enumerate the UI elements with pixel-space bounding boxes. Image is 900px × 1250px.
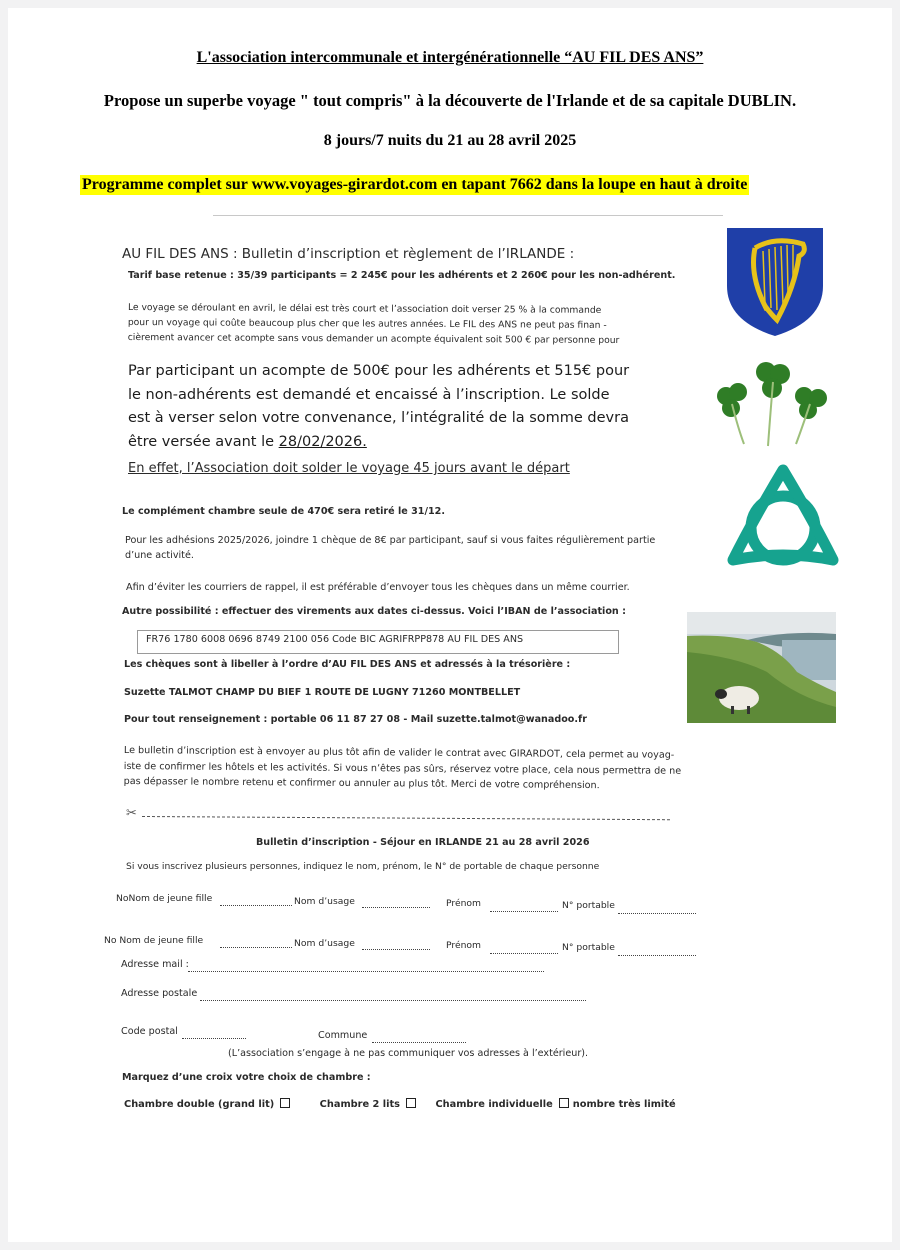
scissors-icon: ✂ [126, 805, 137, 820]
harp-shield-icon [725, 226, 825, 338]
iban-text: FR76 1780 6008 0696 8749 2100 056 Code BIC AGRIFRPP878 AU FIL DES ANS [146, 634, 524, 645]
rappel-line: Afin d’éviter les courriers de rappel, il est préférable d’envoyer tous les chèques dans un même courrier. [126, 582, 630, 593]
mobile-label: N° portable [562, 942, 615, 953]
maiden-name-label: No Nom de jeune fille [104, 935, 204, 946]
acompte-paragraph [128, 360, 633, 454]
postal-code-field[interactable] [182, 1038, 246, 1039]
intro-paragraph: Le voyage se déroulant en avril, le délai est très court et l’association doit verser 25 % à la commande pour un voyage qui coûte beaucoup plus cher que les autres années. Le FIL des ANS ne peut pas finan - cièrement avancer cet acompte sans vous demander un acompte équivalent soit 500 € par personne pour [127, 301, 620, 347]
separator-line [213, 215, 723, 216]
form-instructions: Si vous inscrivez plusieurs personnes, indiquez le nom, prénom, le N° de portable de chaque personne [126, 861, 600, 872]
twin-room-label: Chambre 2 lits [319, 1099, 401, 1110]
usage-name-field[interactable] [362, 949, 430, 950]
commune-field[interactable] [372, 1042, 466, 1043]
mobile-field[interactable] [618, 955, 696, 956]
maiden-name-field[interactable] [220, 905, 292, 906]
usage-name-label: Nom d’usage [294, 896, 355, 907]
firstname-label: Prénom [446, 940, 481, 951]
room-choices [124, 1098, 676, 1110]
cut-line [142, 816, 670, 820]
trip-dates: 8 jours/7 nuits du 21 au 28 avril 2025 [323, 132, 577, 149]
double-room-checkbox[interactable] [280, 1098, 290, 1108]
twin-room-checkbox[interactable] [406, 1098, 416, 1108]
program-highlight: Programme complet sur www.voyages-girardot.com en tapant 7662 dans la loupe en haut à droite [82, 176, 748, 193]
cheques-line: Les chèques sont à libeller à l’ordre d’AU FIL DES ANS et adressés à la trésorière : [124, 659, 571, 670]
contact-line: Pour tout renseignement : portable 06 11 87 27 08 - Mail suzette.talmot@wanadoo.fr [124, 714, 587, 725]
firstname-field[interactable] [490, 953, 558, 954]
landscape-photo [687, 612, 836, 723]
email-label: Adresse mail : [121, 959, 189, 970]
maiden-name-label: NoNom de jeune fille [116, 893, 213, 904]
privacy-note: (L’association s’engage à ne pas communiquer vos adresses à l’extérieur). [228, 1048, 589, 1059]
email-field[interactable] [188, 971, 544, 972]
document-page [8, 8, 892, 1242]
usage-name-label: Nom d’usage [294, 938, 355, 949]
trip-subtitle: Propose un superbe voyage " tout compris" à la découverte de l'Irlande et de sa capitale DUBLIN. [103, 91, 797, 110]
postal-code-label: Code postal [121, 1026, 178, 1037]
mobile-field[interactable] [618, 913, 696, 914]
final-paragraph: Le bulletin d’inscription est à envoyer au plus tôt afin de valider le contrat avec GIRARDOT, cela permet au voyag- iste de confirmer les hôtels et les activités. Si vous n’êtes pas sûrs, réservez votre place, cela nous permettra de ne pas dépasser le nombre retenu et confirmer ou annuler au plus tôt. Merci de votre compréhension. [123, 744, 682, 792]
participant-row-1 [108, 893, 708, 913]
acompte-text: Par participant un acompte de 500€ pour les adhérents et 515€ pour le non-adhérents est demandé et encaissé à l’inscription. Le solde est à verser selon votre convenance, l’intégralité de la somme devra être versée avant le [128, 363, 630, 450]
treasurer-address: Suzette TALMOT CHAMP DU BIEF 1 ROUTE DE LUGNY 71260 MONTBELLET [124, 687, 521, 698]
single-room-note: nombre très limité [572, 1099, 676, 1110]
solde-notice: En effet, l’Association doit solder le voyage 45 jours avant le départ [128, 461, 570, 476]
single-room-label: Chambre individuelle [435, 1099, 553, 1110]
mobile-label: N° portable [562, 900, 615, 911]
chambre-seule-line: Le complément chambre seule de 470€ sera retiré le 31/12. [122, 506, 445, 517]
usage-name-field[interactable] [362, 907, 430, 908]
bulletin-title: AU FIL DES ANS : Bulletin d’inscription et règlement de l’IRLANDE : [122, 246, 575, 262]
room-choice-title: Marquez d’une croix votre choix de chambre : [122, 1072, 371, 1083]
single-room-checkbox[interactable] [559, 1098, 569, 1108]
acompte-deadline: 28/02/2026. [278, 433, 367, 450]
adhesions-line: Pour les adhésions 2025/2026, joindre 1 chèque de 8€ par participant, sauf si vous faites régulièrement partie d’une activité. [125, 535, 656, 561]
participant-row-2 [104, 935, 704, 955]
triquetra-icon [723, 460, 843, 580]
form-title: Bulletin d’inscription - Séjour en IRLANDE 21 au 28 avril 2026 [256, 837, 590, 848]
association-title: L'association intercommunale et intergénérationnelle “AU FIL DES ANS” [196, 49, 704, 66]
double-room-label: Chambre double (grand lit) [124, 1099, 275, 1110]
commune-label: Commune [318, 1030, 368, 1041]
shamrock-icon [698, 358, 838, 450]
postal-address-label: Adresse postale [121, 988, 198, 999]
virements-line: Autre possibilité : effectuer des virements aux dates ci-dessus. Voici l’IBAN de l’association : [122, 606, 626, 617]
maiden-name-field[interactable] [220, 947, 292, 948]
firstname-field[interactable] [490, 911, 558, 912]
firstname-label: Prénom [446, 898, 481, 909]
postal-address-field[interactable] [200, 1000, 586, 1001]
tarif-line: Tarif base retenue : 35/39 participants = 2 245€ pour les adhérents et 2 260€ pour les non-adhérent. [128, 270, 676, 281]
